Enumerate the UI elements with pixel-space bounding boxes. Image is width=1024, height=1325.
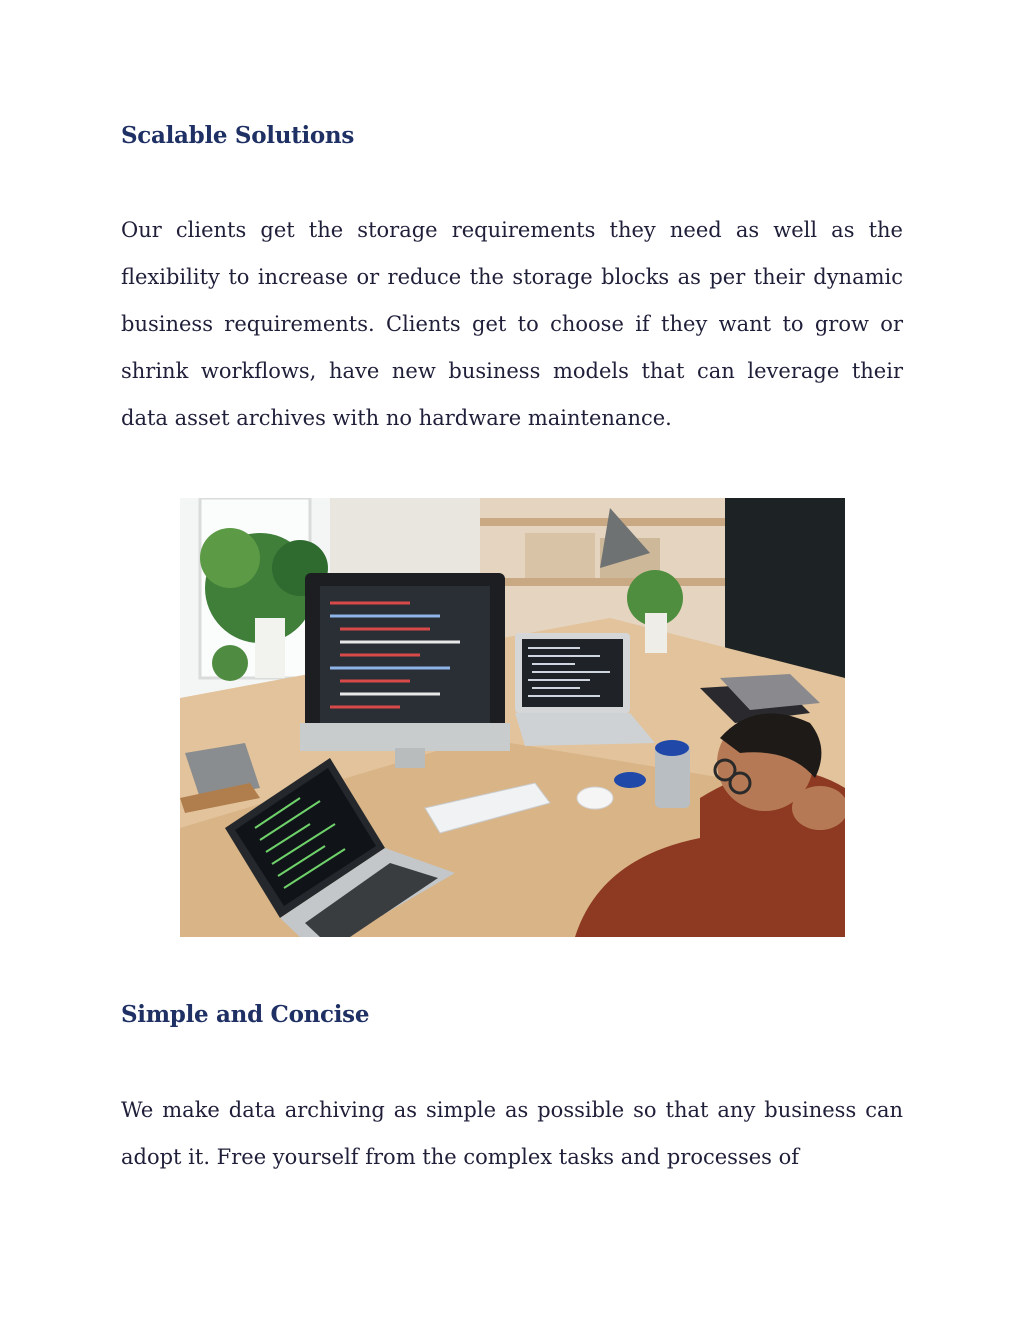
office-photo: [180, 498, 845, 937]
section-paragraph-simple-and-concise: We make data archiving as simple as possible so that any business can adopt it. Free yourself from the complex tasks and processes of: [121, 1098, 903, 1169]
section-heading-scalable-solutions: Scalable Solutions: [121, 122, 355, 149]
section-paragraph-scalable-solutions: Our clients get the storage requirements they need as well as the flexibility to increase or reduce the storage blocks as per their dynamic business requirements. Clients get to choose if they want to grow or shrink workflows, have new business models that can leverage their data asset archives with no hardware maintenance.: [121, 218, 903, 430]
section-heading-simple-and-concise: Simple and Concise: [121, 1001, 370, 1028]
